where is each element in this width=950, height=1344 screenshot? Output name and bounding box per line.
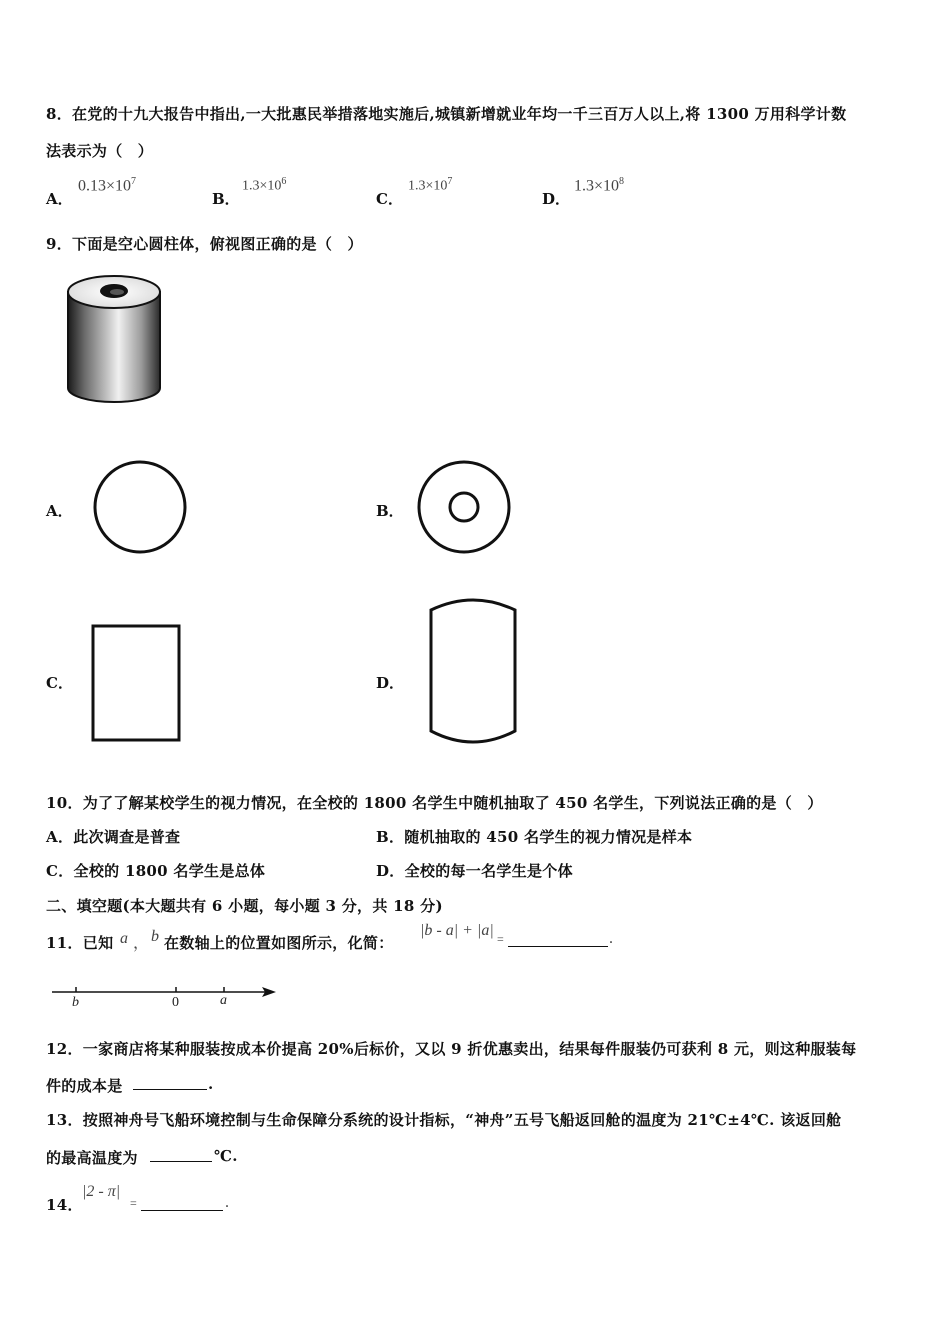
q10-option-c: C．全校的 1800 名学生是总体 [46, 862, 266, 880]
q8-option-d-label: D． [542, 190, 571, 208]
axis-label-a: a [220, 993, 227, 1008]
q9-option-b-concentric-circles [416, 459, 512, 555]
q10-option-b: B．随机抽取的 450 名学生的视力情况是样本 [376, 828, 693, 846]
q11-comma: ， [133, 935, 150, 952]
hollow-cylinder-figure [62, 270, 166, 410]
q13-line1: 13．按照神舟号飞船环境控制与生命保障分系统的设计指标，“神舟”五号飞船返回舱的温度为 21℃±4℃. 该返回舱 [46, 1111, 842, 1129]
q8-line2: 法表示为（ ） [46, 142, 154, 160]
q10-option-d: D．全校的每一名学生是个体 [376, 862, 573, 880]
q11-equals: = [497, 932, 504, 946]
q9-text: 9．下面是空心圆柱体，俯视图正确的是（ ） [46, 235, 363, 253]
q11-mid: 在数轴上的位置如图所示，化简： [164, 934, 394, 952]
q9-option-a-circle [92, 459, 188, 555]
q10-text: 10．为了了解某校学生的视力情况，在全校的 1800 名学生中随机抽取了 450 名学生，下列说法正确的是（ ） [46, 794, 823, 812]
q9-option-d-curved-shape [426, 598, 522, 748]
q11-expression: |b - a| + |a| [420, 922, 494, 939]
q10-option-a: A．此次调查是普查 [46, 828, 181, 846]
q9-option-d-label: D． [376, 674, 405, 692]
q14-expression: |2 - π| [82, 1183, 121, 1200]
q8-option-b-value: $1.3\times 10^6$ [242, 176, 287, 194]
axis-label-b: b [72, 995, 79, 1010]
q11-var-b: b [151, 928, 159, 945]
q9-option-a-label: A． [46, 502, 73, 520]
q8-option-c-value: $1.3\times 10^7$ [408, 176, 453, 194]
q13-line2: 的最高温度为 [46, 1149, 138, 1167]
q9-option-b-label: B． [376, 502, 404, 520]
q11-prefix: 11．已知 [46, 934, 114, 952]
q8-line1: 8．在党的十九大报告中指出,一大批惠民举措落地实施后,城镇新增就业年均一千三百万人以上,将 1300 万用科学计数 [46, 105, 847, 123]
q12-line2: 件的成本是 [46, 1077, 123, 1095]
number-line-figure [50, 982, 282, 1012]
q8-option-a-value: $0.13\times 10^7$ [78, 176, 137, 195]
q8-option-c-label: C． [376, 190, 403, 208]
q8-option-b-label: B． [212, 190, 240, 208]
q14-period: . [225, 1194, 229, 1211]
q12-period: . [208, 1075, 214, 1093]
q13-answer-blank[interactable] [150, 1147, 212, 1162]
q14-equals: = [130, 1196, 137, 1210]
axis-label-zero: 0 [172, 995, 179, 1010]
q14-label: 14． [46, 1196, 83, 1214]
q9-option-c-label: C． [46, 674, 73, 692]
q11-period: . [609, 930, 613, 947]
q13-unit: ℃. [214, 1147, 238, 1165]
q9-option-c-rectangle [90, 624, 182, 744]
q11-answer-blank[interactable] [508, 932, 608, 947]
section-heading: 二、填空题(本大题共有 6 小题，每小题 3 分，共 18 分) [46, 897, 443, 915]
q14-answer-blank[interactable] [141, 1196, 223, 1211]
q12-answer-blank[interactable] [133, 1075, 207, 1090]
q8-option-d-value: $1.3\times 10^8$ [574, 176, 625, 195]
q8-option-a-label: A． [46, 190, 73, 208]
q11-var-a: a [120, 930, 128, 947]
q12-line1: 12．一家商店将某种服装按成本价提高 20%后标价，又以 9 折优惠卖出，结果每件服装仍可获利 8 元，则这种服装每 [46, 1040, 857, 1058]
